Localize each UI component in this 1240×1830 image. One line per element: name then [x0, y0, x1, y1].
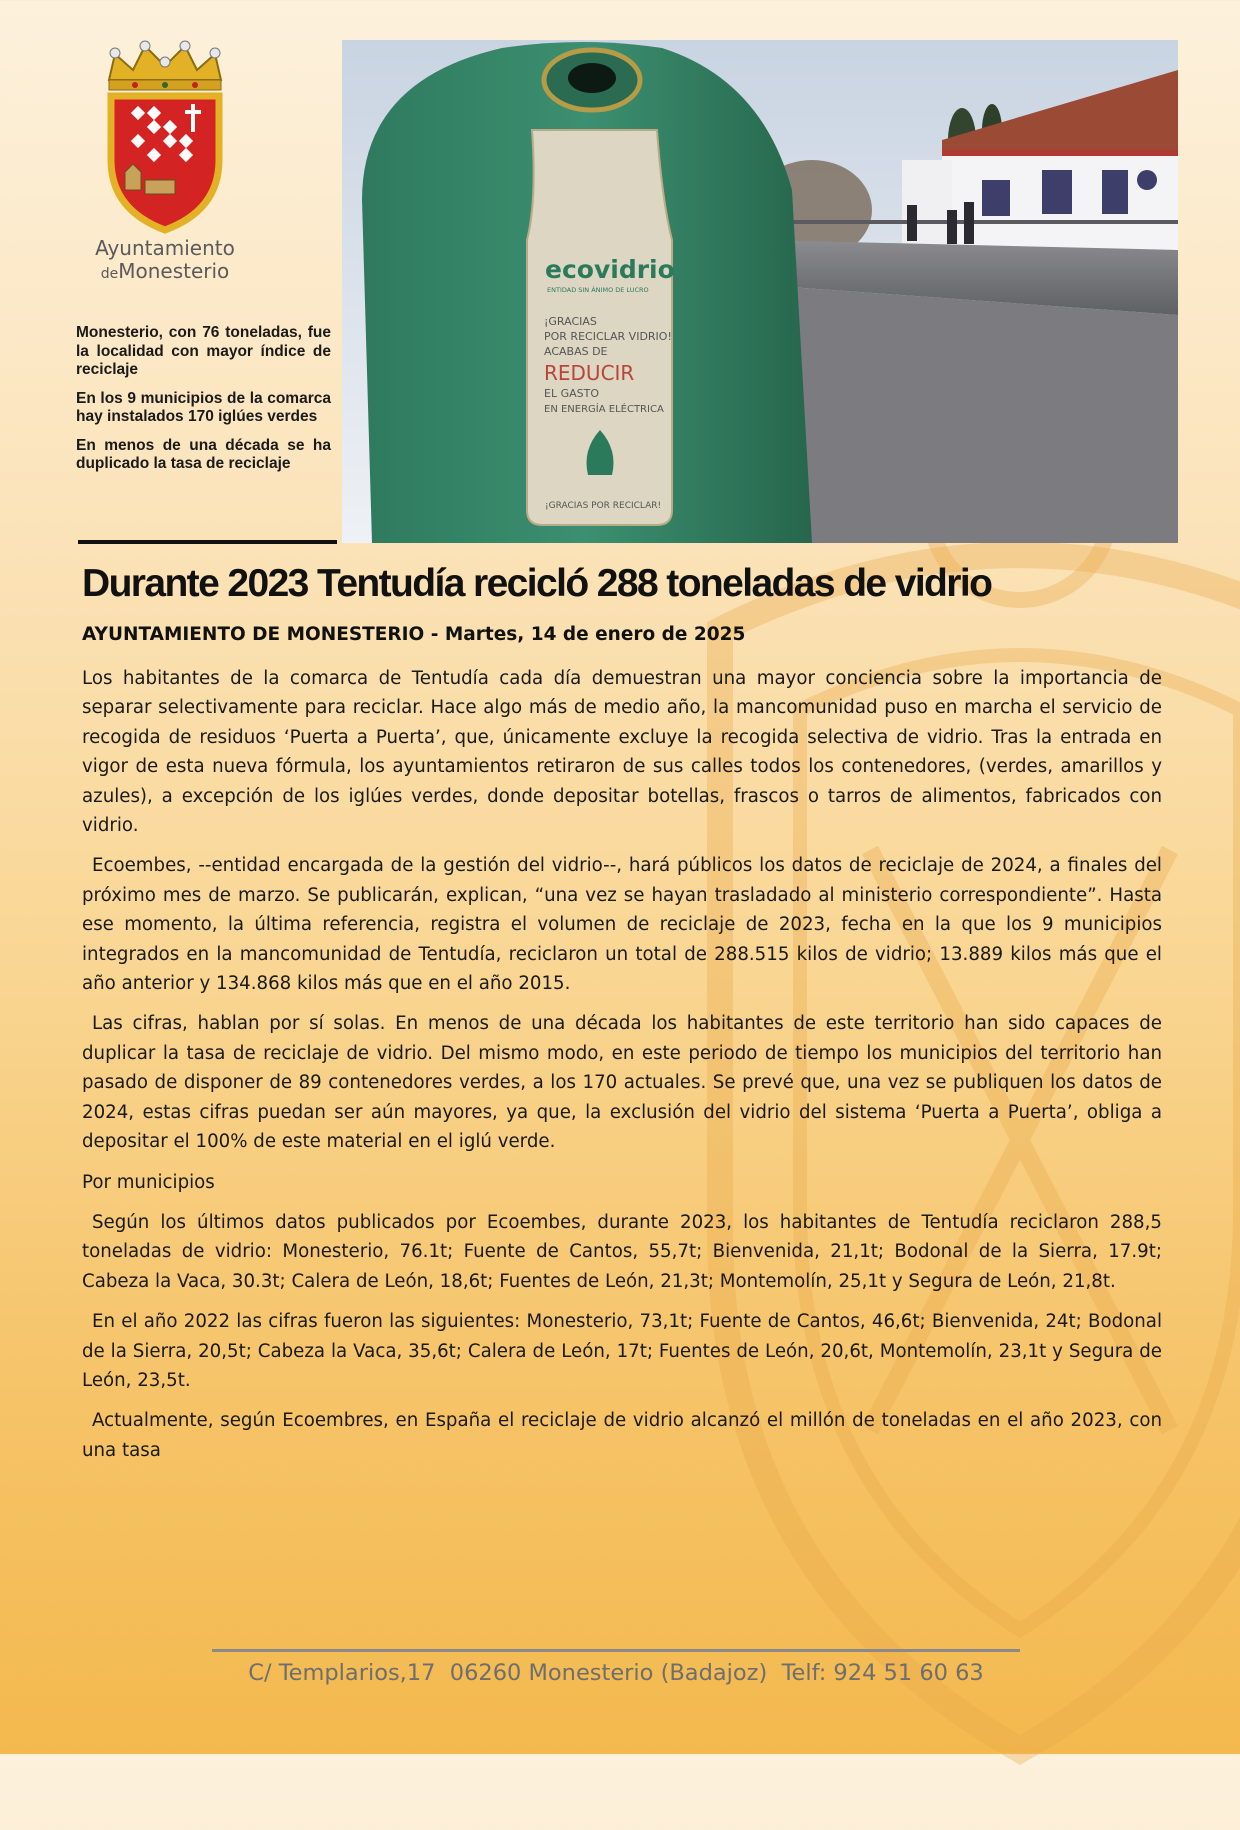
municipality-name	[80, 237, 250, 286]
article-byline: AYUNTAMIENTO DE MONESTERIO - Martes, 14 de enero de 2025	[82, 624, 746, 645]
sidebar-divider	[78, 540, 337, 544]
logo-name-line1: Ayuntamiento	[95, 236, 235, 260]
footer-divider	[212, 1649, 1020, 1652]
logo-name-prefix: de	[100, 266, 119, 282]
article-paragraph: Actualmente, según Ecoembres, en España el reciclaje de vidrio alcanzó el millón de toneladas en el año 2023, con una tasa	[82, 1410, 1162, 1461]
ecovidrio-tagline: ENTIDAD SIN ÁNIMO DE LUCRO	[547, 286, 649, 294]
highlight-item: Monesterio, con 76 toneladas, fue la localidad con mayor índice de reciclaje	[76, 324, 331, 378]
article-body	[82, 664, 1162, 1476]
footer-address: C/ Templarios,17 06260 Monesterio (Badajoz) Telf: 924 51 60 63	[248, 1660, 984, 1686]
bin-thanks: ¡GRACIAS POR RECICLAR!	[545, 501, 662, 511]
article-paragraph: Las cifras, hablan por sí solas. En menos de una década los habitantes de este territorio han sido capaces de duplicar la tasa de reciclaje de vidrio. Del mismo modo, en este periodo de tiempo los municipios del territorio han pasado de disponer de 89 contenedores verdes, a los 170 actuales. Se prevé que, una vez se publiquen los datos de 2024, estas cifras puedan ser aún mayores, ya que, la exclusión del vidrio del sistema ‘Puerta a Puerta’, obliga a depositar el 100% de este material en el iglú verde.	[82, 1013, 1162, 1153]
article-headline: Durante 2023 Tentudía recicló 288 toneladas de vidrio	[82, 562, 992, 605]
bin-message-line: ACABAS DE	[544, 345, 608, 358]
bin-message-line: POR RECICLAR VIDRIO!	[544, 330, 672, 343]
bin-message-highlight: REDUCIR	[544, 361, 635, 385]
article-paragraph: Los habitantes de la comarca de Tentudía cada día demuestran una mayor conciencia sobre la importancia de separar selectivamente para reciclar. Hace algo más de medio año, la mancomunidad puso en marcha el servicio de recogida de residuos ‘Puerta a Puerta’, que, únicamente excluye la recogida selectiva de vidrio. Tras la entrada en vigor de esta nueva fórmula, los ayuntamientos retiraron de sus calles todos los contenedores, (verdes, amarillos y azules), a excepción de los iglúes verdes, donde depositar botellas, frascos o tarros de alimentos, fabricados con vidrio.	[82, 668, 1162, 837]
article-paragraph: Según los últimos datos publicados por Ecoembes, durante 2023, los habitantes de Tentudía reciclaron 288,5 toneladas de vidrio: Monesterio, 76.1t; Fuente de Cantos, 55,7t; Bienvenida, 21,1t; Bodonal de la Sierra, 17.9t; Cabeza la Vaca, 30.3t; Calera de León, 18,6t; Fuentes de León, 21,3t; Montemolín, 25,1t y Segura de León, 21,8t.	[82, 1211, 1162, 1292]
coat-of-arms-icon	[95, 40, 235, 235]
highlight-item: En menos de una década se ha duplicado la tasa de reciclaje	[76, 436, 331, 472]
bin-message-line: EN ENERGÍA ELÉCTRICA	[544, 404, 664, 415]
highlight-item: En los 9 municipios de la comarca hay instalados 170 iglúes verdes	[76, 389, 331, 425]
article-photo	[342, 40, 1178, 543]
article-paragraph: En el año 2022 las cifras fueron las siguientes: Monesterio, 73,1t; Fuente de Cantos, 46,6t; Bienvenida, 24t; Bodonal de la Sierra, 20,5t; Cabeza la Vaca, 35,6t; Calera de León, 17t; Fuentes de León, 20,6t, Montemolín, 23,1t y Segura de León, 23,5t.	[82, 1311, 1162, 1391]
bin-message-line: ¡GRACIAS	[544, 315, 597, 328]
logo-name-line2: Monesterio	[118, 259, 230, 283]
highlights-column	[76, 324, 331, 484]
section-subheading: Por municipios	[82, 1171, 215, 1193]
bin-message-line: EL GASTO	[544, 387, 599, 400]
ecovidrio-brand: ecovidrio	[545, 255, 675, 284]
municipality-logo	[80, 40, 250, 286]
recycling-bin-photo	[342, 40, 1178, 543]
article-paragraph: Ecoembes, --entidad encargada de la gestión del vidrio--, hará públicos los datos de reciclaje de 2024, a finales del próximo mes de marzo. Se publicarán, explican, “una vez se hayan trasladado al ministerio correspondiente”. Hasta ese momento, la última referencia, registra el volumen de reciclaje de 2023, fecha en la que los 9 municipios integrados en la mancomunidad de Tentudía, reciclaron un total de 288.515 kilos de vidrio; 13.889 kilos más que el año anterior y 134.868 kilos más que en el año 2015.	[82, 855, 1162, 995]
